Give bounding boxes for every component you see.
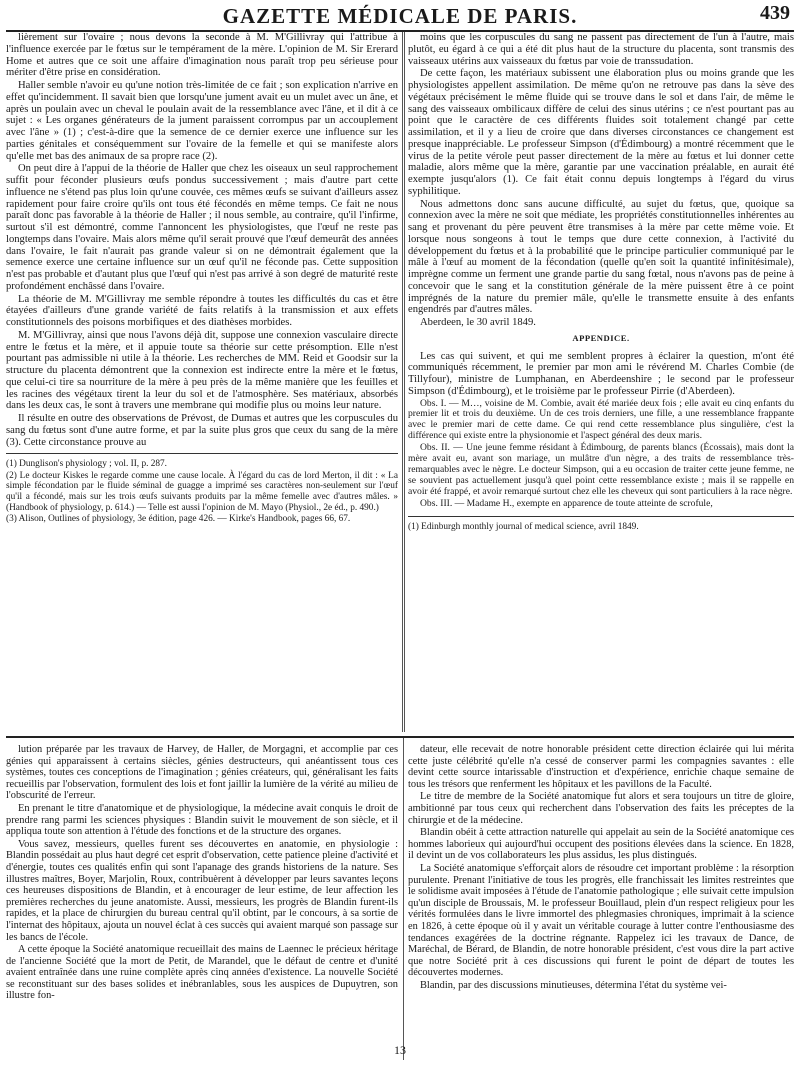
bottom-left-column: [6, 744, 398, 1060]
signature-mark: 13: [394, 1043, 406, 1057]
signature-line: Aberdeen, le 30 avril 1849.: [420, 317, 536, 328]
bottom-section: [6, 736, 794, 1060]
paragraph: La théorie de M. M'Gillivray me semble répondre à toutes les difficultés du cas et être étayées d'ailleurs d'une grande variété de faits relatifs à la transmission et aux effets constitutionnels des poisons morbifiques et des diathèses morbides.: [6, 293, 398, 328]
page-header: [6, 0, 794, 32]
paragraph: lution préparée par les travaux de Harvey, de Haller, de Morgagni, et accomplie par ces génies qui apparaissent à certains siècles, génies destructeurs, qui anéantissent tous ces systèmes, toutes ces conceptions de l'imagination ; génies créateurs, qui, généralisant les faits recueillis par l'observation, formulent des lois et font jaillir la lumière de la vérité au milieu de l'obscurité de l'erreur.: [6, 744, 398, 802]
top-right-column: [408, 32, 794, 732]
observation: Obs. II. — Une jeune femme résidant à Édimbourg, de parents blancs (Écossais), mais dont la mère avait eu, avant son mariage, un mulâtre d'un nègre, a des traits de ressemblance très-remarquables avec le nègre. Le docteur Simpson, qui a eu occasion de traiter cette jeune femme, ne se souvient pas actuellement jusqu'à quel point cette ressemblance existe ; mais il se rappelle en avoir été frappé, et avoir remarqué surtout chez elle les cheveux qui sont particuliers à la race nègre.: [408, 442, 794, 497]
paragraph: dateur, elle recevait de notre honorable président cette direction éclairée qui lui mérita cette juste célébrité qu'elle n'a cessé de conserver parmi les compagnies savantes : elle devint cette source intarissable d'instruction et d'expérience, enrichie chaque semaine de tous les trésors que renferment les hôpitaux et les pavillons de la Faculté.: [408, 744, 794, 790]
paragraph: M. M'Gillivray, ainsi que nous l'avons déjà dit, suppose une connexion vasculaire directe entre le fœtus et la mère, et il appuie toute sa théorie sur cette présomption. Elle n'est pourtant pas admissible ni utile à la théorie. Les recherches de MM. Reid et Goodsir sur la structure du placenta démontrent que la connexion est indirecte entre la mère et le fœtus, que celui-ci tire sa nourriture de la mère à peu près de la même manière que les feuilles et les racines des végétaux tirent la leur du sol et de l'atmosphère. Ses matériaux, absorbés dans les deux cas, le sont à travers une membrane qui modifie plus ou moins leur nature.: [6, 329, 398, 412]
paragraph: De cette façon, les matériaux subissent une élaboration plus ou moins grande que les physiologistes appellent assimilation. De même qu'on ne retrouve pas dans la sève des végétaux précisément le même fluide qui se trouve dans le sol et dans l'air, de même le sang des vaisseaux ombilicaux diffère de celui des sinus utérins ; ce n'est pourtant pas au point que le caractère de ces différents fluides soit totalement changé par cette assimilation, et il y a lieu de croire que dans diverses circonstances ce changement est presque inappréciable. Le professeur Simpson (d'Édimbourg) a montré récemment que le virus de la petite vérole peut passer directement de la mère au fœtus et lui donner cette maladie, alors même que la mère, garantie par une vaccination préalable, en aurait été exempte jusqu'alors (1). Ce fait était connu depuis longtemps à l'égard du virus syphilitique.: [408, 68, 794, 197]
page-number: 439: [760, 2, 790, 24]
footnote: (3) Alison, Outlines of physiology, 3e édition, page 426. — Kirke's Handbook, pages 66, 67.: [6, 514, 351, 525]
paragraph: On peut dire à l'appui de la théorie de Haller que chez les oiseaux un seul rapprochement suffit pour féconder plusieurs œufs pondus successivement ; mais d'autre part cette influence ne s'étend pas plus loin qu'une couvée, ces mêmes œufs se suivant d'ailleurs assez rapidement pour faire croire qu'ils ont tous été fécondés en même temps. Ce fait ne nous paraît donc pas favorable à la théorie de Haller ; il nous semble, au contraire, qu'il l'infirme, surtout s'il est démontré, comme l'annoncent les physiologistes, que l'œuf ne reste pas longtemps dans l'ovaire. Mais alors même qu'il serait prouvé que l'œuf demeurât des années dans l'ovaire, le fait n'aurait pas grande valeur si on ne démontrait également que la semence exerce une certaine influence sur un œuf qu'il ne féconde pas. Cette supposition n'est pas probable et d'autant plus que l'œuf qui n'est pas arrivé à son degré de maturité reste profondément enchâssé dans l'ovaire.: [6, 163, 398, 292]
paragraph: moins que les corpuscules du sang ne passent pas directement de l'un à l'autre, mais plutôt, eu égard à ce qui a été dit plus haut de la structure du placenta, sont transmis des vaisseaux utérins aux vaisseaux du fœtus par voie de transsudation.: [408, 32, 794, 67]
column-divider: [403, 738, 404, 1060]
appendix-intro: Les cas qui suivent, et qui me semblent propres à éclairer la question, m'ont été communiqués récemment, le premier par mon ami le révérend M. Charles Combie (de Tillyfour), ministre de Lumphanan, en Aberdeenshire ; le second par le professeur Simpson (d'Édimbourg), et le troisième par le professeur Pirrie (d'Aberdeen).: [408, 350, 794, 397]
paragraph: La Société anatomique s'efforçait alors de résoudre cet important problème : la résorption purulente. Prenant l'initiative de tous les progrès, elle franchissait les limites restreintes que le solidisme avait imposées à l'étude de l'anatomie pathologique ; elle suivait cette impulsion qu'un disciple de Broussais, M. le professeur Bouillaud, plein d'un respect religieux pour les vérités formulées dans le livre immortel des phlegmasies chroniques, imprimait à la science en 1826, à cette époque où il y avait un véritable courage à lutter contre l'enthousiasme des tendances exagérées de la doctrine régnante. Rappelez ici les travaux de Dance, de Maréchal, de Bérard, de Blandin, de notre honorable président, c'est vous dire la part active que notre Société prit à ces discussions qui furent le point de départ de toutes les découvertes modernes.: [408, 862, 794, 979]
footnotes: [6, 453, 398, 525]
paragraph: A cette époque la Société anatomique recueillait des mains de Laennec le précieux héritage de l'ancienne Société que la mort de Petit, de Marandel, que le défaut de centre et d'unité avaient entraînée dans une ruine complète après cinq années d'existence. La nouvelle Société se reconstituant sur des bases solides et inébranlables, sous les auspices de Dupuytren, son illustre fon-: [6, 944, 398, 1002]
footnotes: [408, 516, 794, 533]
observations: [408, 399, 794, 510]
paragraph: Blandin obéit à cette attraction naturelle qui appelait au sein de la Société anatomique ces hommes laborieux qui aujourd'hui occupent des positions élevées dans la science. En 1828, il devint un de vos collaborateurs les plus assidus, les plus distingués.: [408, 827, 794, 862]
paragraph: Le titre de membre de la Société anatomique fut alors et sera toujours un titre de gloire, ambitionné par tous ceux qui recherchent dans l'observation des faits les préceptes de la chirurgie et de la médecine.: [408, 791, 794, 826]
column-divider: [402, 32, 405, 732]
observation: Obs. III. — Madame H., exempte en apparence de toute atteinte de scrofule,: [420, 497, 713, 509]
appendix-heading: APPENDICE.: [572, 332, 630, 343]
paragraph: Il résulte en outre des observations de Prévost, de Dumas et autres que les corpuscules du sang du fœtus sont d'une autre forme, et par la suite plus gros que ceux du sang de la mère (3). Cette circonstance prouve au: [6, 413, 398, 448]
top-section: [6, 32, 794, 732]
masthead-title: GAZETTE MÉDICALE DE PARIS.: [222, 4, 578, 28]
paragraph: lièrement sur l'ovaire ; nous devons la seconde à M. M'Gillivray qui l'attribue à l'influence exercée par le fœtus sur le tempérament de la mère. L'opinion de M. Sir Ererard Home et autres que ce soit une affaire d'imagination nous paraît trop peu sérieuse pour mériter d'être prise en considération.: [6, 32, 398, 79]
paragraph: Vous savez, messieurs, quelles furent ses découvertes en anatomie, en physiologie : Blandin possédait au plus haut degré cet esprit d'observation, cette patience pleine d'activité et d'énergie, toutes ces qualités enfin qui sont l'apanage des grands historiens de la nature. Ses illustres maîtres, Boyer, Marjolin, Roux, contribuèrent à développer par leurs savantes leçons ces heureuses dispositions de Blandin, et à encourager de leur estime, de leur affection les premières recherches du jeune anatomiste. Aussi, messieurs, les progrès de Blandin furent-ils rapides, et la place de chirurgien du bureau central qu'il obtint, par le concours, à sa sortie de l'internat des hôpitaux, ajouta un nouvel éclat à ces succès qui avaient marqué son passage sur les bancs de l'école.: [6, 838, 398, 943]
footnote: (2) Le docteur Kiskes le regarde comme une cause locale. À l'égard du cas de lord Merton, il dit : « La simple fécondation par le fluide séminal de guagge a imprimé ses caractères non-seulement sur l'œuf qu'il a fécondé, mais sur les trois œufs suivants produits par la même femelle avec d'autres mâles. » (Handbook of physiology, p. 614.) — Telle est aussi l'opinion de M. Mayo (Physiol., 2e éd., p. 490.): [6, 470, 398, 513]
footnote: (1) Dunglison's physiology ; vol. II, p. 287.: [6, 459, 168, 470]
footnote: (1) Edinburgh monthly journal of medical science, avril 1849.: [408, 521, 639, 532]
paragraph: Haller semble n'avoir eu qu'une notion très-limitée de ce fait ; son explication n'arrive en effet qu'incidemment. Il savait bien que lorsqu'une jument avait eu un mulet avec un âne, et après un poulain avec un cheval le poulain avait de la ressemblance avec l'âne, et il dit à ce sujet : « Les organes générateurs de la jument paraissent corrompus par un accouplement avec l'âne » (1) ; c'est-à-dire que la semence de ce dernier exerce une influence sur les parties génitales et conséquemment sur l'ovaire de la femelle et qui se manifeste alors qu'elle met bas des animaux de sa propre race (2).: [6, 80, 398, 162]
bottom-right-column: [408, 744, 794, 1060]
top-left-column: [6, 32, 398, 732]
paragraph: Blandin, par des discussions minutieuses, détermina l'état du système vei-: [420, 979, 727, 991]
observation: Obs. I. — M…, voisine de M. Combie, avait été mariée deux fois ; elle avait eu cinq enfants du premier lit et trois du deuxième. Un de ces trois derniers, une fille, a une ressemblance frappante avec le premier mari de cette dame. Ce qui rend cette ressemblance plus singulière, c'est la différence qui existe entre la physionomie et l'aspect général des deux maris.: [408, 397, 794, 442]
paragraph: En prenant le titre d'anatomique et de physiologique, la médecine avait conquis le droit de prendre rang parmi les sciences physiques : Blandin suivit le mouvement de son siècle, et il appliqua toute son attention à l'étude des fonctions et de la structure des organes.: [6, 802, 398, 838]
paragraph: Nous admettons donc sans aucune difficulté, au sujet du fœtus, que, quoique sa connexion avec la mère ne soit que médiate, les propriétés constitutionnelles inhérentes au sang et provenant du père peuvent être transmises à la mère par cette même voie. Et lorsque nous songeons à tout le temps que dure cette connexion, à l'activité du développement du fœtus et à la probabilité que le principe particulier communiqué par le mâle à l'œuf au moment de la fécondation (quelle qu'en soit la quantité infinitésimale), imprègne comme un ferment une grande partie du sang fœtal, nous n'avons pas de peine à concevoir que le sang et la constitution générale de la mère puissent être à ce point imprégnés de la nature du premier mâle, qu'elle le transmette ensuite à des enfants engendrés par d'autres mâles.: [408, 198, 794, 316]
